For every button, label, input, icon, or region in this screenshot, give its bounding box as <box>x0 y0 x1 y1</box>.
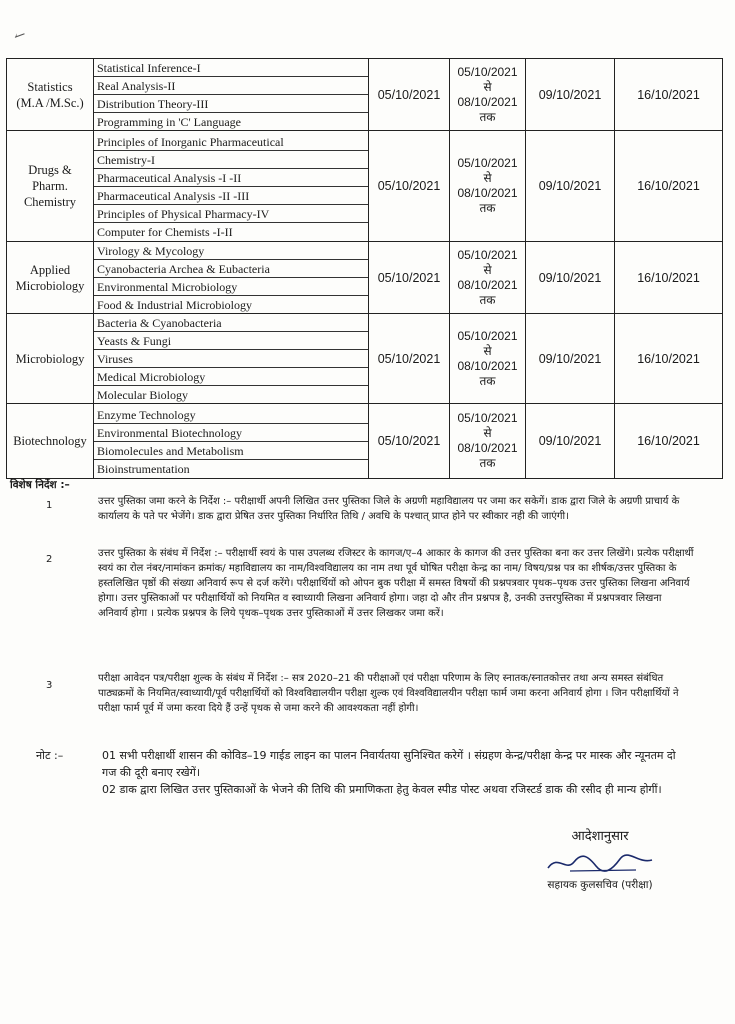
subject-line: Microbiology <box>15 278 85 293</box>
range-line: 05/10/2021 <box>457 328 518 343</box>
range-line: 05/10/2021 <box>457 247 518 262</box>
date-range-cell <box>450 242 526 314</box>
date-cell: 05/10/2021 <box>369 131 450 242</box>
paper-title: Real Analysis-II <box>94 77 368 95</box>
notes-label: नोट :– <box>36 749 64 762</box>
paper-title: Computer for Chemists -I-II <box>97 224 233 239</box>
date-cell: 16/10/2021 <box>615 131 723 242</box>
date-cell: 16/10/2021 <box>615 404 723 479</box>
paper-title: Statistical Inference-I <box>94 59 368 77</box>
instructions-heading: विशेष निर्देश :– <box>10 479 70 491</box>
note-item: 01 सभी परीक्षार्थी शासन की कोविड–19 गाईड लाइन का पालन निवार्यतया सुनिश्चित करेगें । संग्रहण केन्द्र/परीक्षा केन्द्र पर मास्क और न्यूनतम दो गज की दूरी बनाए रखेगें। <box>102 749 676 779</box>
range-line: से <box>483 343 492 358</box>
subject-line: Microbiology <box>15 351 85 366</box>
date-range-cell <box>450 404 526 479</box>
paper-title: Bacteria & Cyanobacteria <box>94 314 368 332</box>
range-line: तक <box>479 292 496 307</box>
date-cell: 05/10/2021 <box>369 404 450 479</box>
papers-cell <box>94 314 369 404</box>
paper-title: Yeasts & Fungi <box>94 332 368 350</box>
schedule-row <box>7 131 723 242</box>
paper-title: Virology & Mycology <box>94 242 368 260</box>
paper-title: Enzyme Technology <box>94 406 368 424</box>
range-line: 08/10/2021 <box>457 94 518 109</box>
date-range-cell <box>450 59 526 131</box>
note-item: 02 डाक द्वारा लिखित उत्तर पुस्तिकाओं के भेजने की तिथि की प्रमाणिकता हेतु केवल स्पीड पोस्ट अथवा रजिस्टर्ड डाक की रसीद ही मान्य होगीं। <box>102 783 662 796</box>
range-line: 08/10/2021 <box>457 186 518 200</box>
schedule-row <box>7 404 723 479</box>
instruction-number: 3 <box>46 680 53 691</box>
date-cell: 09/10/2021 <box>526 314 615 404</box>
paper-title: Biomolecules and Metabolism <box>94 442 368 460</box>
paper-title: Environmental Biotechnology <box>94 424 368 442</box>
instruction-item: उत्तर पुस्तिका जमा करने के निर्देश :– परीक्षार्थी अपनी लिखित उत्तर पुस्तिका जिले के अग्रणी महाविद्यालय पर जमा कर सकेगें। डाक द्वारा जिले के अग्रणी प्राचार्य के कार्यालय के पते पर भेजेंगे। डाक द्वारा प्रेषित उत्तर पुस्तिका निर्धारित तिथि / अवधि के पश्चात् प्राप्त होने पर स्वीकार नही की जाएंगी। <box>98 496 680 522</box>
range-line: तक <box>479 109 496 124</box>
subject-cell <box>7 404 94 479</box>
date-cell: 05/10/2021 <box>369 242 450 314</box>
range-line: तक <box>479 201 496 215</box>
range-line: 05/10/2021 <box>457 64 518 79</box>
date-range-cell <box>450 131 526 242</box>
paper-title: Pharmaceutical Analysis -II -III <box>94 187 368 205</box>
order-text: आदेशानुसार <box>571 829 629 844</box>
date-cell: 09/10/2021 <box>526 59 615 131</box>
papers-cell <box>94 404 369 479</box>
subject-cell <box>7 314 94 404</box>
paper-title: Principles of Inorganic Pharmaceutical <box>94 133 368 151</box>
date-cell: 09/10/2021 <box>526 404 615 479</box>
schedule-row <box>7 314 723 404</box>
subject-line: Biotechnology <box>13 434 87 448</box>
subject-line: (M.A /M.Sc.) <box>16 95 84 110</box>
range-line: तक <box>479 456 496 470</box>
range-line: 05/10/2021 <box>457 411 518 425</box>
subject-cell <box>7 242 94 314</box>
subject-line: Applied <box>29 262 71 277</box>
exam-schedule-table <box>6 58 723 479</box>
papers-cell <box>94 242 369 314</box>
subject-line: Statistics <box>27 79 73 94</box>
range-line: से <box>483 262 492 277</box>
date-cell: 09/10/2021 <box>526 131 615 242</box>
paper-title: Chemistry-I <box>94 151 368 169</box>
subject-cell <box>7 131 94 242</box>
instruction-item: उत्तर पुस्तिका के संबंध में निर्देश :– परीक्षार्थी स्वयं के पास उपलब्ध रजिस्टर के कागज/ए–4 आकार के कागज की उत्तर पुस्तिका बना कर उत्तर लिखेंगे। प्रत्येक परीक्षार्थी स्वयं का रोल नंबर/नामांकन क्रमांक/ महाविद्यालय का नाम/विश्वविद्यालय का नाम तथा पूर्व घोषित परीक्षा केन्द्र का नाम/ विषय/प्रश्न पत्र का शीर्षक/उत्तर पुस्तिका के हस्तलिखित पृष्ठों की संख्या अनिवार्य रूप से दर्ज करेंगे। परीक्षार्थियों को ओपन बुक परीक्षा में समस्त विषयों की प्रश्नपत्रवार पृथक–पृथक उत्तर पुस्तिका लिखना अनिवार्य होगा। उत्तर पुस्तिकाओं पर परीक्षार्थियों को नियमित व स्वाध्यायी लिखना अनिवार्य होगा। जहा दो और तीन प्रश्नपत्र है, उनकी उत्तरपुस्तिका में प्रश्नपत्रवार लिखना अनिवार्य होगा । प्रत्येक प्रश्नपत्र के लिये पृथक–पृथक उत्तर पुस्तिकाओं में उत्तर लिखकर जमा करें। <box>98 548 694 619</box>
subject-cell <box>7 59 94 131</box>
range-line: से <box>483 79 492 94</box>
paper-title: Cyanobacteria Archea & Eubacteria <box>94 260 368 278</box>
date-cell: 16/10/2021 <box>615 314 723 404</box>
signatory-role: सहायक कुलसचिव (परीक्षा) <box>547 879 653 891</box>
date-cell: 05/10/2021 <box>369 59 450 131</box>
range-line: से <box>483 426 492 440</box>
range-line: से <box>483 171 492 185</box>
instruction-number: 2 <box>46 554 53 565</box>
paper-title: Principles of Physical Pharmacy-IV <box>94 205 368 223</box>
signature-block <box>520 826 680 892</box>
subject-line: Chemistry <box>23 195 77 209</box>
paper-title: Viruses <box>94 350 368 368</box>
range-line: 05/10/2021 <box>457 156 518 170</box>
paper-title: Programming in 'C' Language <box>97 115 241 129</box>
instruction-item: परीक्षा आवेदन पत्र/परीक्षा शुल्क के संबंध में निर्देश :– सत्र 2020–21 की परीक्षाओं एवं परीक्षा परिणाम के लिए स्नातक/स्नातकोत्तर तथा अन्य समस्त संबंधित पाठ्यक्रमों के नियमित/स्वाध्यायी/पूर्व परीक्षार्थियों को विश्वविद्यालयीन परीक्षा शुल्क एवं विश्वविद्यालयीन परीक्षा फार्म जमा करना अनिवार्य होगा । जिन परीक्षार्थियों ने परीक्षा फार्म पूर्व में जमा करवा दिये हैं उन्हें पृथक से जमा करने की आवश्यकता नहीं होगी। <box>98 673 679 714</box>
paper-title: Medical Microbiology <box>94 368 368 386</box>
range-line: 08/10/2021 <box>457 441 518 455</box>
subject-line: Drugs & <box>28 163 72 177</box>
range-line: 08/10/2021 <box>457 277 518 292</box>
corner-mark: ↼ <box>11 26 29 46</box>
date-range-cell <box>450 314 526 404</box>
range-line: 08/10/2021 <box>457 358 518 373</box>
paper-title: Distribution Theory-III <box>94 95 368 113</box>
range-line: तक <box>479 373 496 388</box>
papers-cell <box>94 59 369 131</box>
date-cell: 09/10/2021 <box>526 242 615 314</box>
signature-scribble <box>540 850 660 876</box>
schedule-row <box>7 59 723 131</box>
subject-line: Pharm. <box>32 179 68 193</box>
paper-title: Environmental Microbiology <box>94 278 368 296</box>
schedule-row <box>7 242 723 314</box>
paper-title: Food & Industrial Microbiology <box>97 298 252 312</box>
paper-title: Molecular Biology <box>97 388 188 402</box>
date-cell: 05/10/2021 <box>369 314 450 404</box>
paper-title: Pharmaceutical Analysis -I -II <box>94 169 368 187</box>
instruction-number: 1 <box>46 500 53 511</box>
date-cell: 16/10/2021 <box>615 59 723 131</box>
paper-title: Bioinstrumentation <box>97 461 190 476</box>
papers-cell <box>94 131 369 242</box>
date-cell: 16/10/2021 <box>615 242 723 314</box>
